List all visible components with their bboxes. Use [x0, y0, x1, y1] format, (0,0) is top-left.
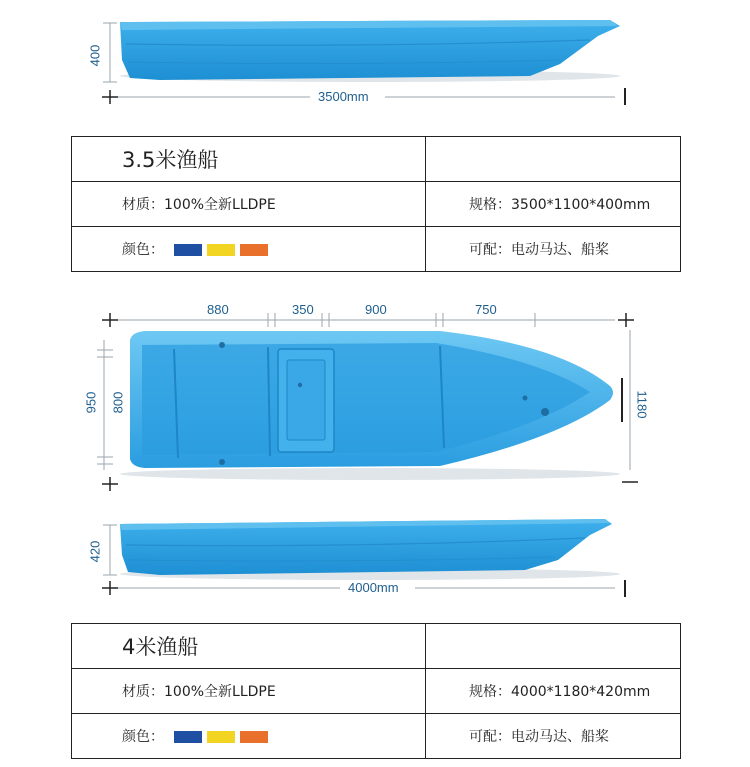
boat-4-outer-width-label: 950 — [83, 391, 99, 414]
boat-4-spec-table — [71, 623, 681, 759]
boat-35-spec: 规格：3500*1100*400mm — [426, 182, 681, 227]
yellow-swatch — [207, 731, 235, 743]
boat-4-options: 可配：电动马达、船桨 — [426, 714, 681, 759]
boat-4-title: 4米渔船 — [72, 624, 426, 669]
orange-swatch — [240, 244, 268, 256]
boat-4-beam-label: 1180 — [634, 390, 650, 419]
boat-35-height-label: 400 — [87, 44, 103, 67]
boat-35-spec-table — [71, 136, 681, 272]
boat-35-side-view — [120, 20, 620, 82]
boat-4-colors: 颜色： — [72, 714, 426, 759]
boat-4-inner-width-label: 800 — [110, 391, 126, 414]
boat-4-material: 材质：100%全新LLDPE — [72, 669, 426, 714]
boat-35-title: 3.5米渔船 — [72, 137, 426, 182]
boat-4-segment-1: 880 — [207, 302, 229, 317]
boat-4-top-view — [120, 331, 620, 480]
boat-4-length-label: 4000mm — [348, 580, 399, 595]
boat-4-height-label: 420 — [87, 540, 103, 563]
boat-35-colors: 颜色： — [72, 227, 426, 272]
boat-4-segment-3: 900 — [365, 302, 387, 317]
boat-35-material: 材质：100%全新LLDPE — [72, 182, 426, 227]
blue-swatch — [174, 731, 202, 743]
boat-35-length-label: 3500mm — [318, 89, 369, 104]
boat-4-side-view — [120, 519, 620, 580]
boat-35-options: 可配：电动马达、船桨 — [426, 227, 681, 272]
yellow-swatch — [207, 244, 235, 256]
blue-swatch — [174, 244, 202, 256]
orange-swatch — [240, 731, 268, 743]
boat-4-spec: 规格：4000*1180*420mm — [426, 669, 681, 714]
boat-4-segment-2: 350 — [292, 302, 314, 317]
boat-4-segment-4: 750 — [475, 302, 497, 317]
